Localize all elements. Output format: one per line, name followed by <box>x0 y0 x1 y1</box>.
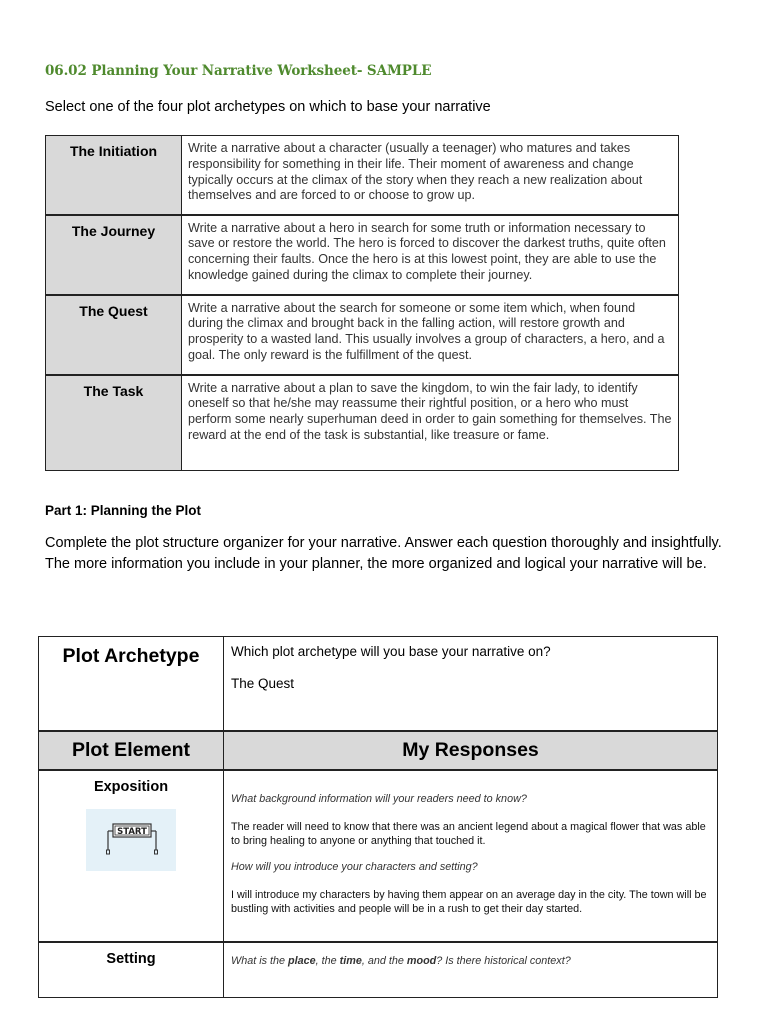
archetype-answer: The Quest <box>231 676 295 691</box>
organizer-header-row <box>39 731 718 770</box>
archetype-description: Write a narrative about a character (usually a teenager) who matures and takes responsibility for something in their life. Their moment of awareness and change typically occurs at the climax of the story when they reach a new realization about themselves and are forced to or choose to grow up. <box>182 136 679 215</box>
exposition-row <box>39 770 718 942</box>
exposition-answer-1: The reader will need to know that there was an ancient legend about a magical flower that was able to bring healing to anyone or anything that touched it. <box>231 821 706 847</box>
archetype-description: Write a narrative about the search for someone or some item which, when found during the climax and brought back in the falling action, will restore growth and prosperity to a wasted land. This usually involves a group of characters, a hero, and a goal. The only reward is the fulfillment of the quest. <box>182 295 679 375</box>
archetype-row <box>46 136 679 215</box>
archetype-name: The Task <box>46 375 182 471</box>
exposition-label: Exposition <box>93 779 169 795</box>
plot-element-header: Plot Element <box>39 731 224 770</box>
setting-question: What is the place, the time, and the mood? Is there historical context? <box>231 955 571 967</box>
archetype-row <box>46 295 679 375</box>
exposition-label-cell <box>39 770 224 942</box>
archetype-name: The Journey <box>46 215 182 295</box>
worksheet-title: 06.02 Planning Your Narrative Worksheet- SAMPLE <box>45 63 432 79</box>
start-sign-text: START <box>117 827 147 837</box>
my-responses-header: My Responses <box>224 731 718 770</box>
archetype-question: Which plot archetype will you base your narrative on? <box>231 644 551 659</box>
archetype-instructions: Select one of the four plot archetypes on which to base your narrative <box>45 99 491 115</box>
archetype-description: Write a narrative about a plan to save the kingdom, to win the fair lady, to identify oneself so that he/she may reassume their rightful position, or a hero who must perform some nearly superhuman deed in order to gain something for themselves. The reward at the end of the task is substantial, like treasure or fame. <box>182 375 679 471</box>
plot-archetype-label: Plot Archetype <box>39 637 224 732</box>
part1-heading: Part 1: Planning the Plot <box>45 503 202 518</box>
archetype-description: Write a narrative about a hero in search for some truth or information necessary to save or restore the world. The hero is forced to discover the darkest truths, quite often concerning their faults. Once the hero is at this lowest point, they are able to use the knowledge gained during the climax to complete their journey. <box>182 215 679 295</box>
archetype-name: The Initiation <box>46 136 182 215</box>
setting-row <box>39 942 718 998</box>
exposition-answer-2: I will introduce my characters by having them appear on an average day in the city. The town will be bustling with activities and people will be in a rush to get their day started. <box>231 889 707 915</box>
setting-label: Setting <box>39 942 224 998</box>
archetype-row <box>46 215 679 295</box>
archetype-choice-row <box>39 637 718 732</box>
archetypes-table <box>45 135 679 471</box>
plot-organizer-table <box>38 636 718 998</box>
setting-response[interactable] <box>224 942 718 998</box>
exposition-question-2: How will you introduce your characters and setting? <box>231 861 478 873</box>
exposition-response[interactable] <box>224 770 718 942</box>
exposition-question-1: What background information will your readers need to know? <box>231 793 527 805</box>
start-sign-icon <box>86 809 176 871</box>
archetype-row <box>46 375 679 471</box>
part1-instructions: Complete the plot structure organizer for your narrative. Answer each question thoroughly and insightfully. The more information you include in your planner, the more organized and logical your narrative will be. <box>45 535 722 572</box>
plot-archetype-response[interactable] <box>224 637 718 732</box>
archetype-name: The Quest <box>46 295 182 375</box>
